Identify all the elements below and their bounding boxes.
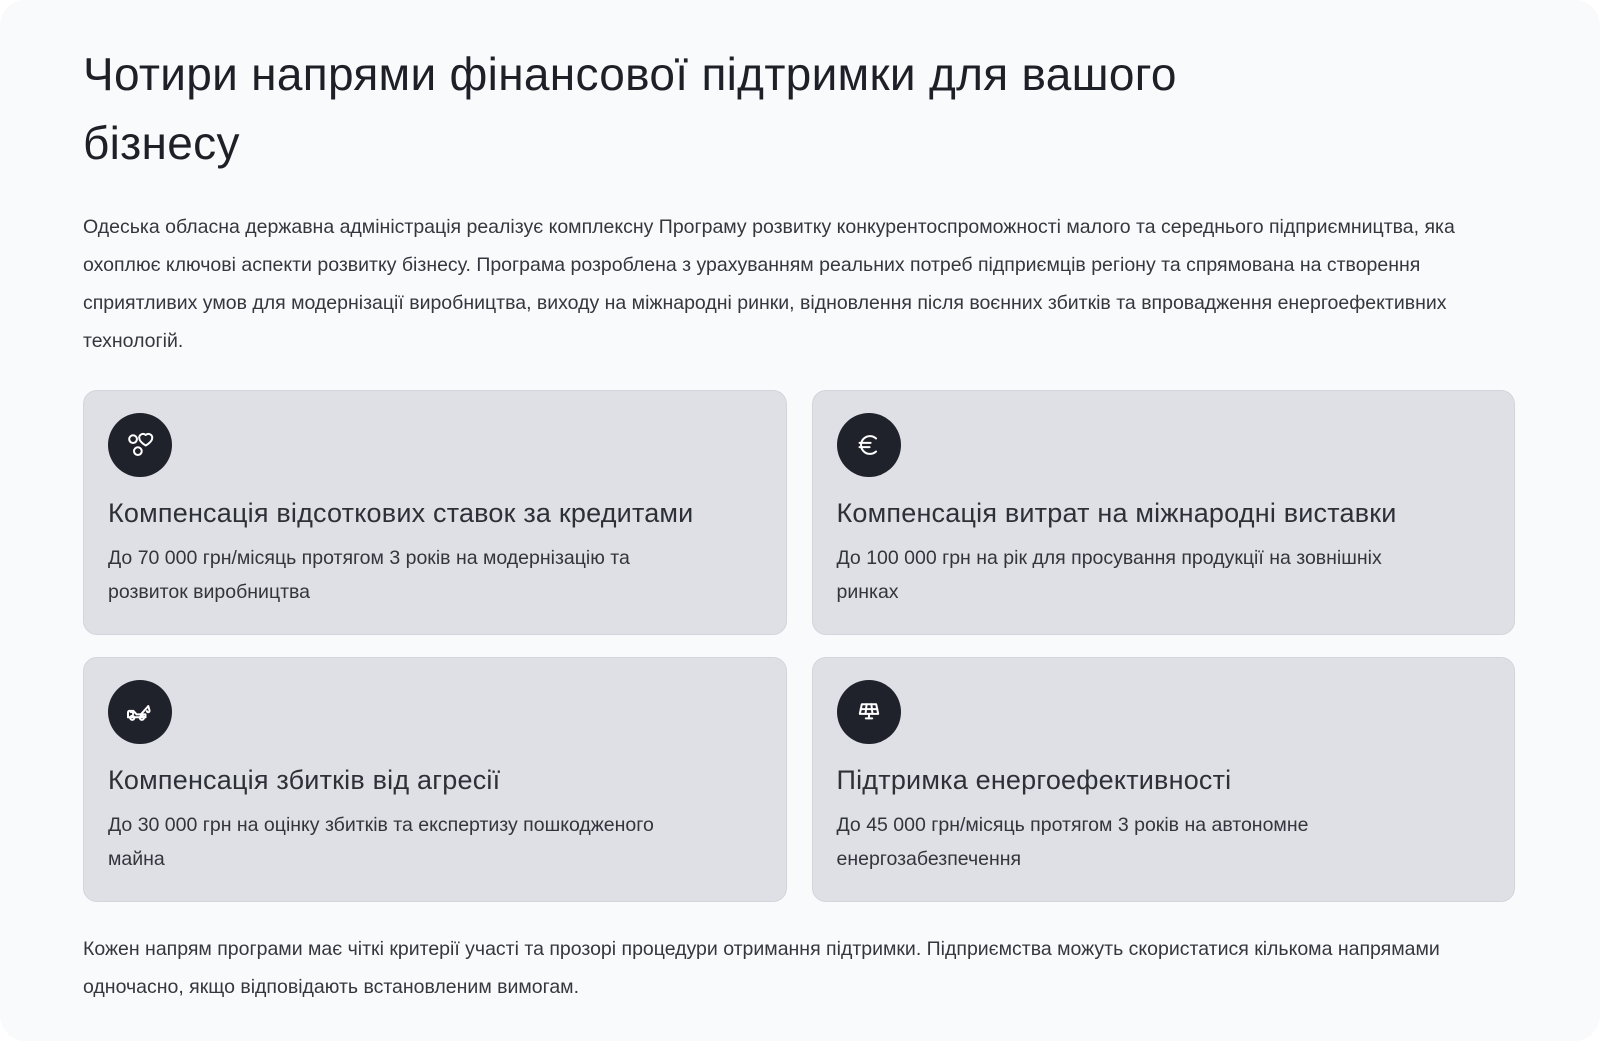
tow-truck-icon [108, 680, 172, 744]
card-title: Компенсація відсоткових ставок за кредитами [108, 498, 694, 529]
section-title: Чотири напрями фінансової підтримки для вашого бізнесу [83, 48, 1177, 169]
euro-icon [837, 413, 901, 477]
section-intro-paragraph: Одеська обласна державна адміністрація реалізує комплексну Програму розвитку конкурентоспроможності малого та середнього підприємництва, яка охоплює ключові аспекти розвитку бізнесу. Програма розроблена з урахуванням реальних потреб підприємців регіону та спрямована на створення сприятливих умов для модернізації виробництва, виходу на міжнародні ринки, відновлення після воєнних збитків та впровадження енергоефективних технологій. [83, 216, 1455, 353]
support-cards-grid [83, 390, 1515, 902]
section-footer-paragraph: Кожен напрям програми має чіткі критерії участі та прозорі процедури отримання підтримки. Підприємства можуть скористатися кількома напрямами одночасно, якщо відповідають встановленим вимогам. [83, 937, 1440, 998]
card-energy-efficiency-support [812, 657, 1516, 902]
card-description: До 70 000 грн/місяць протягом 3 років на модернізацію та розвиток виробництва [108, 547, 630, 603]
solar-panel-icon [837, 680, 901, 744]
card-description: До 45 000 грн/місяць протягом 3 років на автономне енергозабезпечення [836, 813, 1309, 870]
card-credit-rate-compensation [83, 390, 787, 635]
card-title: Компенсація збитків від агресії [108, 764, 501, 795]
card-aggression-losses-compensation [83, 657, 787, 902]
card-description: До 30 000 грн на оцінку збитків та експертизу пошкодженого майна [108, 813, 654, 870]
card-title: Компенсація витрат на міжнародні виставки [836, 498, 1397, 529]
card-title: Підтримка енергоефективності [836, 764, 1232, 795]
card-exhibition-costs-compensation [812, 390, 1516, 635]
card-description: До 100 000 грн на рік для просування продукції на зовнішніх ринках [836, 547, 1382, 603]
percent-heart-icon [108, 413, 172, 477]
